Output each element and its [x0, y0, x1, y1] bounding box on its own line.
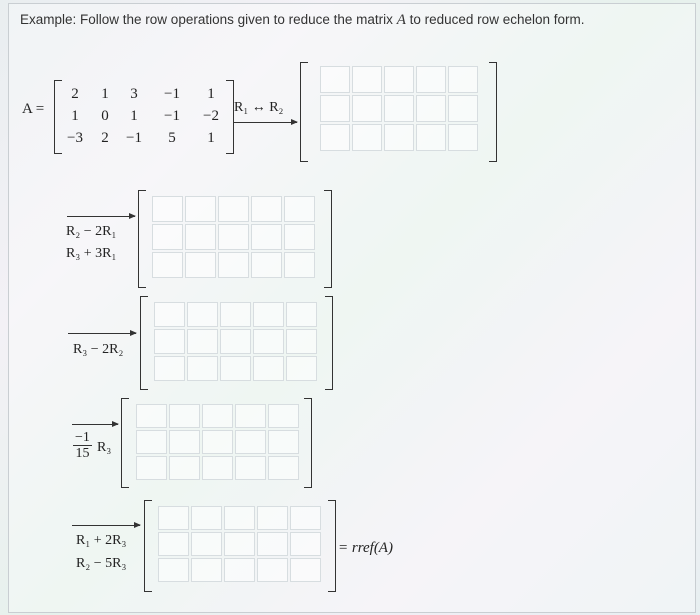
matrix-1-cell-input[interactable] — [320, 124, 350, 151]
matrix-a — [62, 86, 228, 152]
matrix-a-cell: 1 — [101, 86, 109, 102]
matrix-4-right-bracket — [304, 398, 312, 488]
matrix-5-cell-input[interactable] — [191, 558, 222, 582]
matrix-a-cell: 3 — [130, 86, 138, 102]
matrix-a-cell: −1 — [164, 86, 180, 102]
matrix-5-cell-input[interactable] — [257, 532, 288, 556]
matrix-3-cell-input[interactable] — [187, 356, 218, 381]
matrix-a-cell: 1 — [130, 108, 138, 124]
matrix-a-cell: 1 — [207, 86, 215, 102]
matrix-2-right-bracket — [324, 190, 332, 288]
problem-prompt: Example: Follow the row operations given to reduce the matrix A to reduced row echelon form. — [20, 12, 585, 28]
op-arrow-5 — [72, 525, 140, 526]
matrix-4-cell-input[interactable] — [235, 430, 266, 454]
op-r2-label: R₂ − 2R₁ — [66, 224, 117, 239]
matrix-4-cell-input[interactable] — [268, 430, 299, 454]
matrix-5-inputs[interactable] — [158, 506, 321, 582]
matrix-5-right-bracket — [328, 500, 336, 592]
matrix-1-cell-input[interactable] — [352, 95, 382, 122]
matrix-4-inputs[interactable] — [136, 404, 299, 480]
matrix-a-cell: 0 — [101, 108, 109, 124]
matrix-4-cell-input[interactable] — [268, 404, 299, 428]
matrix-4-cell-input[interactable] — [235, 404, 266, 428]
matrix-1-cell-input[interactable] — [416, 95, 446, 122]
op-r1-label: R₁ + 2R₃ — [76, 533, 127, 548]
matrix-a-cell: −1 — [164, 108, 180, 124]
matrix-1-cell-input[interactable] — [416, 124, 446, 151]
matrix-2-cell-input[interactable] — [218, 196, 249, 222]
matrix-5-cell-input[interactable] — [257, 558, 288, 582]
matrix-3-right-bracket — [325, 296, 333, 390]
op-r3-label: R₃ + 3R₁ — [66, 246, 117, 261]
matrix-3-cell-input[interactable] — [187, 329, 218, 354]
matrix-5-cell-input[interactable] — [158, 532, 189, 556]
matrix-1-left-bracket — [300, 62, 308, 162]
op-arrow-3 — [68, 333, 136, 334]
matrix-4-cell-input[interactable] — [235, 456, 266, 480]
matrix-5-cell-input[interactable] — [158, 558, 189, 582]
matrix-5-cell-input[interactable] — [224, 558, 255, 582]
matrix-4-cell-input[interactable] — [136, 456, 167, 480]
matrix-4-cell-input[interactable] — [169, 430, 200, 454]
matrix-3-cell-input[interactable] — [253, 356, 284, 381]
matrix-2-cell-input[interactable] — [251, 196, 282, 222]
op-arrow-4 — [72, 424, 118, 425]
matrix-4-cell-input[interactable] — [202, 430, 233, 454]
matrix-1-cell-input[interactable] — [416, 66, 446, 93]
fraction-numerator: −1 — [75, 430, 90, 445]
matrix-5-cell-input[interactable] — [290, 506, 321, 530]
matrix-1-cell-input[interactable] — [352, 124, 382, 151]
matrix-3-cell-input[interactable] — [253, 302, 284, 327]
matrix-a-cell: 2 — [71, 86, 79, 102]
matrix-2-cell-input[interactable] — [284, 196, 315, 222]
op-scale-row: R₃ — [97, 440, 112, 455]
op-r3-minus-label: R₃ − 2R₂ — [73, 342, 124, 357]
matrix-3-cell-input[interactable] — [286, 356, 317, 381]
matrix-5-cell-input[interactable] — [224, 506, 255, 530]
op-arrow-1 — [233, 122, 297, 123]
matrix-5-cell-input[interactable] — [191, 532, 222, 556]
matrix-1-cell-input[interactable] — [320, 95, 350, 122]
matrix-a-cell: 5 — [168, 130, 176, 146]
matrix-5-cell-input[interactable] — [158, 506, 189, 530]
matrix-4-cell-input[interactable] — [169, 456, 200, 480]
matrix-1-cell-input[interactable] — [448, 66, 478, 93]
matrix-3-cell-input[interactable] — [154, 356, 185, 381]
matrix-1-cell-input[interactable] — [384, 95, 414, 122]
matrix-3-left-bracket — [140, 296, 148, 390]
matrix-4-cell-input[interactable] — [202, 456, 233, 480]
matrix-5-cell-input[interactable] — [290, 532, 321, 556]
matrix-3-inputs[interactable] — [154, 302, 317, 381]
matrix-1-cell-input[interactable] — [384, 124, 414, 151]
matrix-a-cell: 1 — [71, 108, 79, 124]
matrix-2-cell-input[interactable] — [185, 224, 216, 250]
matrix-3-cell-input[interactable] — [253, 329, 284, 354]
matrix-2-left-bracket — [138, 190, 146, 288]
op-r2-label-final: R₂ − 5R₃ — [76, 556, 127, 571]
matrix-2-cell-input[interactable] — [218, 252, 249, 278]
matrix-2-inputs[interactable] — [152, 196, 315, 278]
matrix-1-cell-input[interactable] — [320, 66, 350, 93]
matrix-3-cell-input[interactable] — [220, 329, 251, 354]
matrix-2-cell-input[interactable] — [152, 196, 183, 222]
matrix-4-cell-input[interactable] — [268, 456, 299, 480]
matrix-3-cell-input[interactable] — [286, 329, 317, 354]
matrix-5-cell-input[interactable] — [290, 558, 321, 582]
matrix-3-cell-input[interactable] — [187, 302, 218, 327]
matrix-5-cell-input[interactable] — [257, 506, 288, 530]
op-arrow-2 — [67, 216, 135, 217]
matrix-2-cell-input[interactable] — [251, 224, 282, 250]
op-swap-label: R₁ ↔ R₂ — [234, 100, 284, 115]
matrix-5-cell-input[interactable] — [224, 532, 255, 556]
matrix-2-cell-input[interactable] — [185, 196, 216, 222]
fraction-denominator: 15 — [75, 446, 90, 461]
matrix-a-cell: −1 — [126, 130, 142, 146]
matrix-1-cell-input[interactable] — [384, 66, 414, 93]
matrix-1-cell-input[interactable] — [352, 66, 382, 93]
rref-result-label: = rref(A) — [338, 540, 393, 556]
matrix-1-inputs[interactable] — [320, 66, 478, 151]
matrix-4-cell-input[interactable] — [136, 404, 167, 428]
matrix-4-left-bracket — [121, 398, 129, 488]
matrix-1-cell-input[interactable] — [448, 124, 478, 151]
matrix-3-cell-input[interactable] — [286, 302, 317, 327]
matrix-a-cell: 2 — [101, 130, 109, 146]
matrix-3-cell-input[interactable] — [154, 302, 185, 327]
op-scale-fraction — [73, 430, 92, 461]
matrix-a-cell: −2 — [203, 108, 219, 124]
matrix-2-cell-input[interactable] — [185, 252, 216, 278]
matrix-4-cell-input[interactable] — [136, 430, 167, 454]
matrix-2-cell-input[interactable] — [284, 224, 315, 250]
matrix-1-cell-input[interactable] — [448, 95, 478, 122]
matrix-3-cell-input[interactable] — [220, 356, 251, 381]
matrix-a-label: A = — [22, 101, 45, 117]
matrix-2-cell-input[interactable] — [218, 224, 249, 250]
matrix-4-cell-input[interactable] — [202, 404, 233, 428]
matrix-a-cell: 1 — [207, 130, 215, 146]
matrix-4-cell-input[interactable] — [169, 404, 200, 428]
matrix-1-right-bracket — [489, 62, 497, 162]
matrix-2-cell-input[interactable] — [152, 224, 183, 250]
matrix-3-cell-input[interactable] — [154, 329, 185, 354]
matrix-5-cell-input[interactable] — [191, 506, 222, 530]
matrix-3-cell-input[interactable] — [220, 302, 251, 327]
matrix-5-left-bracket — [144, 500, 152, 592]
matrix-2-cell-input[interactable] — [284, 252, 315, 278]
matrix-a-cell: −3 — [67, 130, 83, 146]
matrix-2-cell-input[interactable] — [251, 252, 282, 278]
matrix-2-cell-input[interactable] — [152, 252, 183, 278]
